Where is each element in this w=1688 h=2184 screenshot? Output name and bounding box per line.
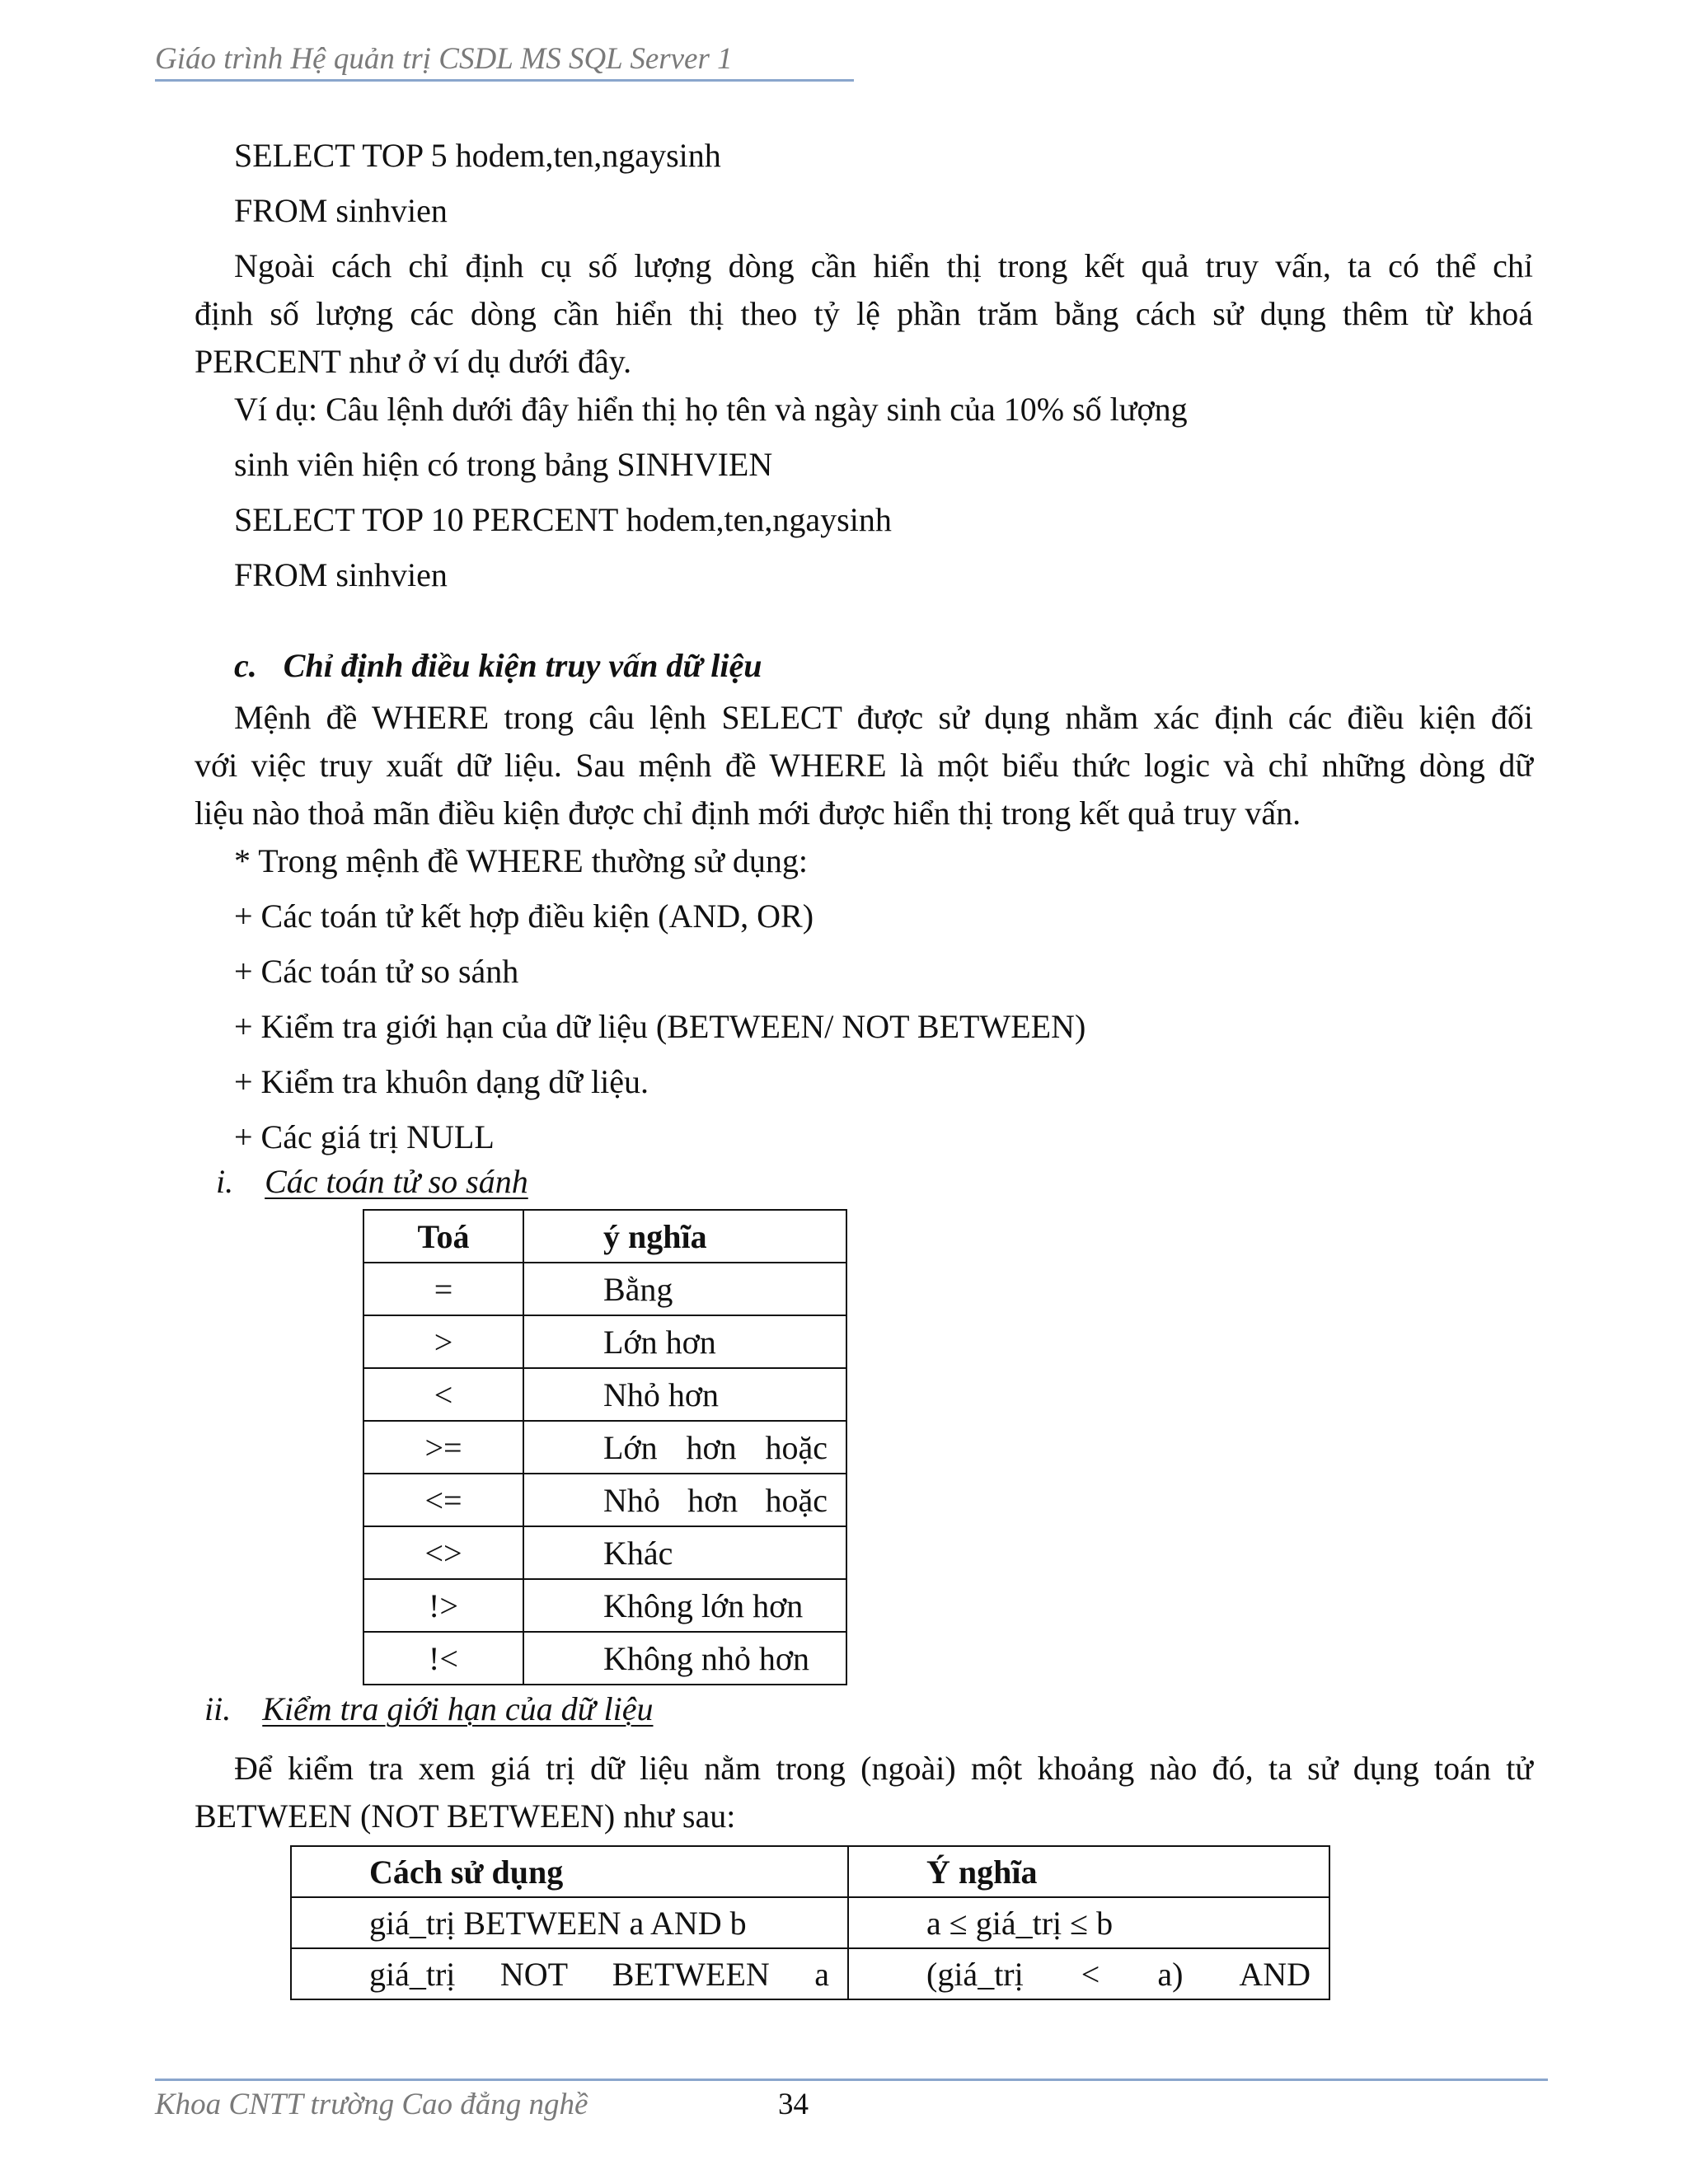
table-cell-text: Nhỏ hơn hoặc: [603, 1481, 828, 1519]
code-line: FROM sinhvien: [234, 556, 448, 593]
page-header-title: Giáo trình Hệ quản trị CSDL MS SQL Server 1: [155, 42, 733, 76]
table-cell-text: (giá_trị < a) AND: [926, 1955, 1311, 1993]
table-cell: <=: [363, 1474, 523, 1526]
subsection-heading: [204, 1690, 653, 1728]
table-cell: [523, 1474, 846, 1526]
table-row: [363, 1474, 846, 1526]
table-cell: Không lớn hơn: [523, 1579, 846, 1632]
list-item: + Kiểm tra khuôn dạng dữ liệu.: [234, 1063, 649, 1100]
subsection-marker: ii.: [204, 1690, 232, 1727]
table-cell: [523, 1421, 846, 1474]
table-cell: >: [363, 1315, 523, 1368]
subsection-marker: i.: [216, 1163, 234, 1200]
table-cell: Không nhỏ hơn: [523, 1632, 846, 1685]
table-row: [291, 1897, 1329, 1948]
between-table: [290, 1845, 1330, 2000]
table-cell: <: [363, 1368, 523, 1421]
table-cell: [848, 1948, 1329, 1999]
paragraph-line: BETWEEN (NOT BETWEEN) như sau:: [195, 1797, 736, 1835]
code-line: SELECT TOP 5 hodem,ten,ngaysinh: [234, 137, 721, 174]
example-line: Ví dụ: Câu lệnh dưới đây hiển thị họ tên và ngày sinh của 10% số lượng: [234, 391, 1188, 428]
paragraph-line: Mệnh đề WHERE trong câu lệnh SELECT được sử dụng nhằm xác định các điều kiện đối: [234, 699, 1533, 736]
list-item: + Các toán tử so sánh: [234, 953, 519, 990]
table-row: [363, 1315, 846, 1368]
table-cell: !>: [363, 1579, 523, 1632]
paragraph-line: với việc truy xuất dữ liệu. Sau mệnh đề WHERE là một biểu thức logic và chỉ những dòng dữ: [195, 747, 1533, 784]
table-header-cell: Ý nghĩa: [848, 1846, 1329, 1897]
table-row: [363, 1263, 846, 1315]
table-cell-text: giá_trị NOT BETWEEN a: [369, 1955, 829, 1993]
list-item: + Kiểm tra giới hạn của dữ liệu (BETWEEN/ NOT BETWEEN): [234, 1008, 1086, 1045]
list-item: + Các toán tử kết hợp điều kiện (AND, OR): [234, 898, 814, 935]
code-line: FROM sinhvien: [234, 192, 448, 229]
footer-divider: [155, 2079, 1548, 2081]
list-item: * Trong mệnh đề WHERE thường sử dụng:: [234, 842, 809, 879]
list-item: + Các giá trị NULL: [234, 1118, 495, 1155]
section-marker: c.: [234, 647, 257, 684]
operators-table: [363, 1209, 847, 1685]
section-title: Chỉ định điều kiện truy vấn dữ liệu: [283, 647, 762, 684]
table-cell: a ≤ giá_trị ≤ b: [848, 1897, 1329, 1948]
subsection-title: Các toán tử so sánh: [265, 1163, 528, 1200]
paragraph-line: định số lượng các dòng cần hiển thị theo tỷ lệ phần trăm bằng cách sử dụng thêm từ khoá: [195, 295, 1533, 332]
table-row: [363, 1526, 846, 1579]
table-cell: [291, 1948, 848, 1999]
subsection-title: Kiểm tra giới hạn của dữ liệu: [262, 1690, 654, 1727]
example-line: sinh viên hiện có trong bảng SINHVIEN: [234, 446, 773, 483]
table-cell-text: Lớn hơn hoặc: [603, 1428, 828, 1466]
table-row: [363, 1579, 846, 1632]
table-cell: Lớn hơn: [523, 1315, 846, 1368]
footer-text: Khoa CNTT trường Cao đẳng nghề: [155, 2088, 588, 2121]
table-header-row: [291, 1846, 1329, 1897]
paragraph-line: liệu nào thoả mãn điều kiện được chỉ định mới được hiển thị trong kết quả truy vấn.: [195, 794, 1301, 832]
table-cell: =: [363, 1263, 523, 1315]
table-header-cell: ý nghĩa: [523, 1210, 846, 1263]
subsection-heading: [216, 1162, 528, 1201]
table-header-row: [363, 1210, 846, 1263]
section-heading: [234, 646, 762, 685]
table-row: [363, 1421, 846, 1474]
table-header-cell: Cách sử dụng: [291, 1846, 848, 1897]
table-header-cell: Toá: [363, 1210, 523, 1263]
table-row: [363, 1632, 846, 1685]
table-cell: giá_trị BETWEEN a AND b: [291, 1897, 848, 1948]
table-cell: Nhỏ hơn: [523, 1368, 846, 1421]
table-cell: Khác: [523, 1526, 846, 1579]
table-cell: !<: [363, 1632, 523, 1685]
code-line: SELECT TOP 10 PERCENT hodem,ten,ngaysinh: [234, 501, 892, 538]
paragraph-line: PERCENT như ở ví dụ dưới đây.: [195, 343, 632, 380]
page-number: 34: [778, 2088, 809, 2121]
table-row: [291, 1948, 1329, 1999]
paragraph-line: Ngoài cách chỉ định cụ số lượng dòng cần hiển thị trong kết quả truy vấn, ta có thể chỉ: [234, 247, 1533, 284]
table-row: [363, 1368, 846, 1421]
paragraph-line: Để kiểm tra xem giá trị dữ liệu nằm trong (ngoài) một khoảng nào đó, ta sử dụng toán tử: [234, 1750, 1533, 1787]
table-cell: >=: [363, 1421, 523, 1474]
table-cell: <>: [363, 1526, 523, 1579]
table-cell: Bằng: [523, 1263, 846, 1315]
header-divider: [155, 79, 854, 82]
